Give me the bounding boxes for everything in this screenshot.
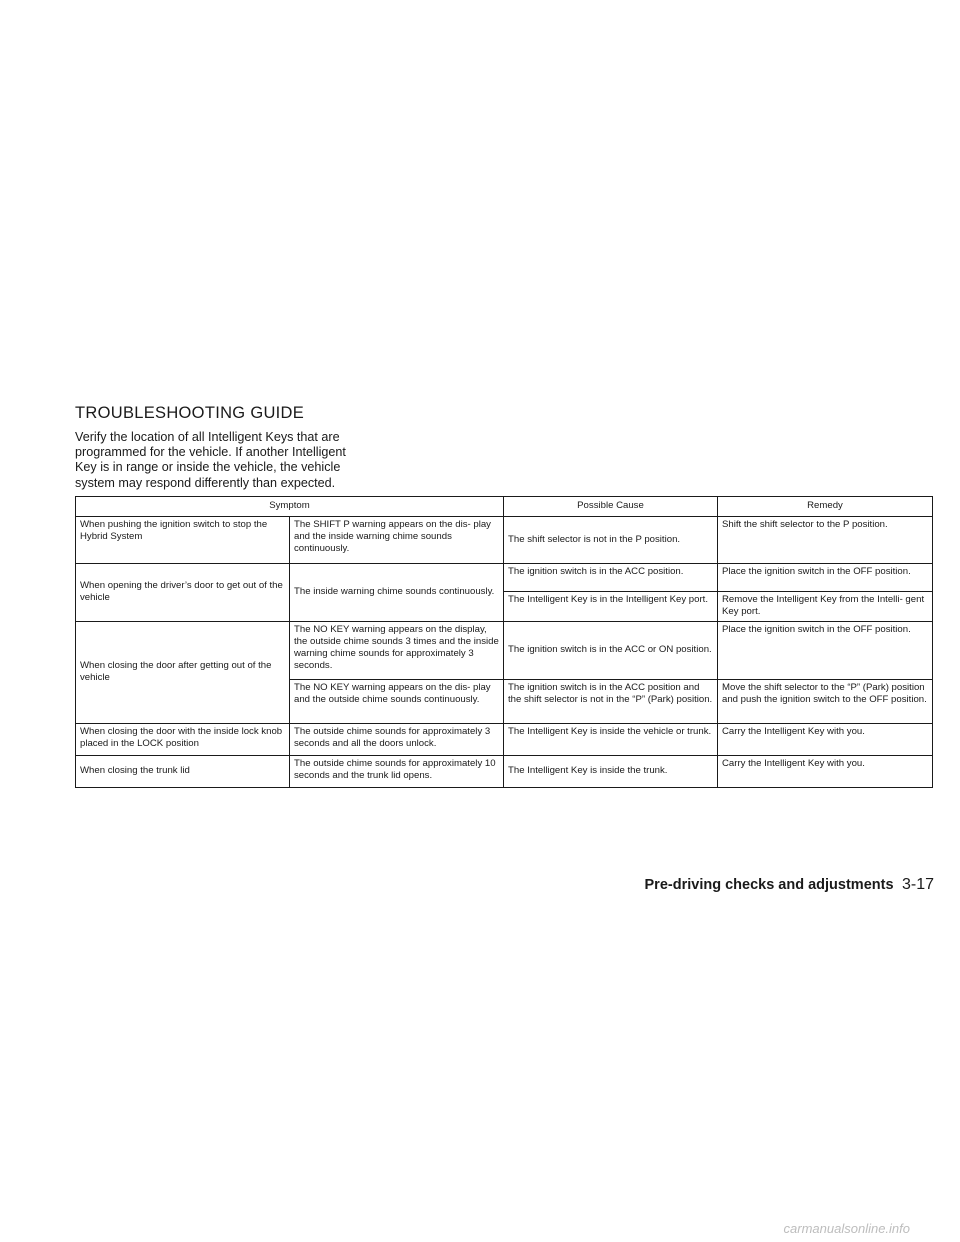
table-row (76, 756, 933, 788)
cause-cell: The ignition switch is in the ACC position and the shift selector is not in the “P” (Park) position. (504, 680, 718, 724)
description-cell: The NO KEY warning appears on the display, the outside chime sounds 3 times and the inside warning chime sounds for approximately 3 seconds. (290, 622, 504, 680)
remedy-cell: Place the ignition switch in the OFF position. (718, 564, 933, 592)
page-footer (645, 876, 934, 894)
page-number: 3-17 (901, 876, 934, 893)
intro-paragraph: Verify the location of all Intelligent Keys that are programmed for the vehicle. If another Intelligent Key is in range or inside the vehicle, the vehicle system may respond differently than expected. (75, 430, 346, 490)
remedy-cell: Carry the Intelligent Key with you. (718, 724, 933, 756)
description-cell: The SHIFT P warning appears on the dis- play and the inside warning chime sounds continuously. (290, 517, 504, 564)
symptom-cell: When closing the trunk lid (76, 756, 290, 788)
symptom-cell: When closing the door with the inside lock knob placed in the LOCK position (76, 724, 290, 756)
cause-cell: The ignition switch is in the ACC or ON position. (504, 622, 718, 680)
remedy-cell: Move the shift selector to the “P” (Park) position and push the ignition switch to the OFF position. (718, 680, 933, 724)
header-symptom: Symptom (76, 497, 504, 517)
table-row (76, 517, 933, 564)
table-row (76, 622, 933, 680)
watermark: carmanualsonline.info (783, 1221, 910, 1236)
symptom-cell: When closing the door after getting out of the vehicle (76, 622, 290, 724)
troubleshooting-table (75, 496, 933, 788)
cause-cell: The ignition switch is in the ACC position. (504, 564, 718, 592)
symptom-cell: When opening the driver’s door to get out of the vehicle (76, 564, 290, 622)
table-header-row (76, 497, 933, 517)
table-row (76, 564, 933, 592)
cause-cell: The Intelligent Key is inside the trunk. (504, 756, 718, 788)
remedy-cell: Carry the Intelligent Key with you. (718, 756, 933, 788)
header-possible-cause: Possible Cause (504, 497, 718, 517)
symptom-cell: When pushing the ignition switch to stop the Hybrid System (76, 517, 290, 564)
description-cell: The outside chime sounds for approximately 10 seconds and the trunk lid opens. (290, 756, 504, 788)
description-cell: The NO KEY warning appears on the dis- play and the outside chime sounds continuously. (290, 680, 504, 724)
remedy-cell: Remove the Intelligent Key from the Intelli- gent Key port. (718, 592, 933, 622)
cause-cell: The shift selector is not in the P position. (504, 517, 718, 564)
table-row (76, 724, 933, 756)
remedy-cell: Shift the shift selector to the P position. (718, 517, 933, 564)
section-heading: TROUBLESHOOTING GUIDE (75, 404, 305, 422)
cause-cell: The Intelligent Key is inside the vehicle or trunk. (504, 724, 718, 756)
footer-section-title: Pre-driving checks and adjustments (644, 877, 894, 893)
description-cell: The outside chime sounds for approximately 3 seconds and all the doors unlock. (290, 724, 504, 756)
description-cell: The inside warning chime sounds continuously. (290, 564, 504, 622)
header-remedy: Remedy (718, 497, 933, 517)
cause-cell: The Intelligent Key is in the Intelligent Key port. (504, 592, 718, 622)
remedy-cell: Place the ignition switch in the OFF position. (718, 622, 933, 680)
